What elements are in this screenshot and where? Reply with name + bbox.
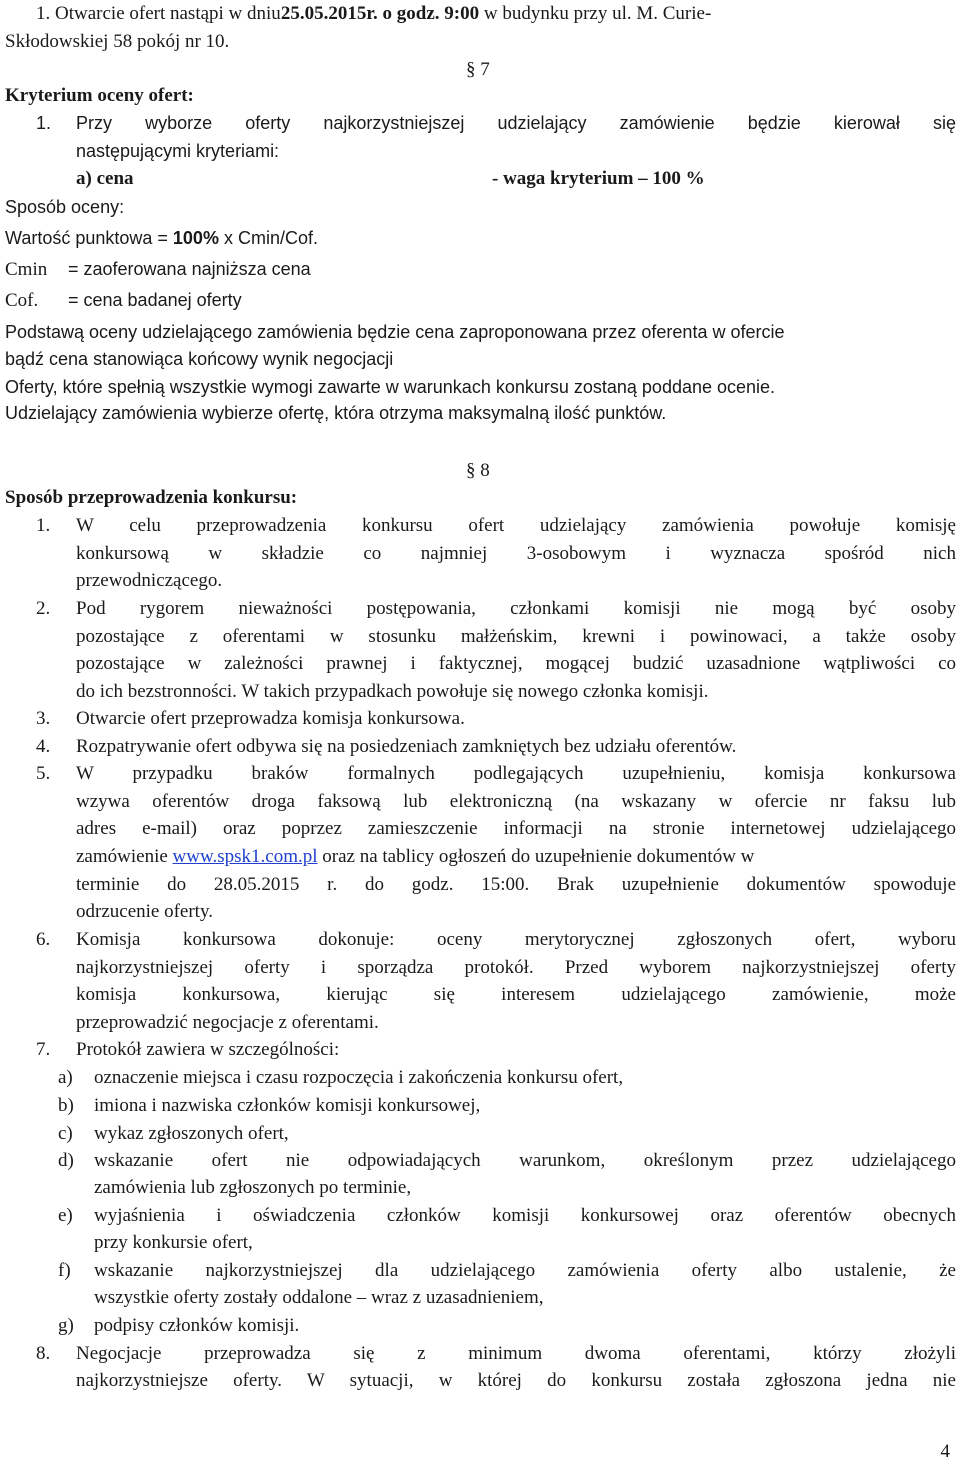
subitem-letter: a) [58,1067,73,1088]
item-6-line: najkorzystniejszej oferty i sporządza protokół. Przed wyborem najkorzystniejszej oferty [76,957,956,978]
item-2-line: pozostające w zależności prawnej i faktycznej, mogącej budzić uzasadnione wątpliwości co [76,653,956,674]
item-6-line: przeprowadzić negocjacje z oferentami. [76,1012,379,1033]
subitem-letter: f) [58,1260,71,1281]
item-7-line: Protokół zawiera w szczególności: [76,1039,340,1060]
item-6-line: Komisja konkursowa dokonuje: oceny merytorycznej zgłoszonych ofert, wyboru [76,929,956,950]
item-1-line: przewodniczącego. [76,570,223,591]
section-8-sign: § 8 [466,460,490,481]
section-7-sign: § 7 [466,59,490,80]
subitem-line: wyjaśnienia i oświadczenia członków komisji konkursowej oraz oferentów obecnych [94,1205,956,1226]
opening-info-suffix: w budynku przy ul. M. Curie- [479,3,712,24]
item-6-number: 6. [36,929,51,950]
cmin-definition: = zaoferowana najniższa cena [68,259,311,279]
opening-info-prefix: 1. Otwarcie ofert nastąpi w dniu [36,3,281,24]
item-8-line: najkorzystniejsze oferty. W sytuacji, w której do konkursu została zgłoszona jedna nie [76,1370,956,1391]
evaluation-basis-line1: Podstawą oceny udzielającego zamówienia będzie cena zaproponowana przez oferenta w ofercie [5,322,785,342]
item-5-link-prefix: zamówienie [76,846,173,867]
subitem-line: wszystkie oferty zostały oddalone – wraz z uzasadnieniem, [94,1287,544,1308]
subitem-line: oznaczenie miejsca i czasu rozpoczęcia i zakończenia konkursu ofert, [94,1067,624,1088]
opening-info-line [36,0,711,28]
item-5-line: odrzucenie oferty. [76,901,213,922]
section-7-heading: Kryterium oceny ofert: [5,85,194,106]
offers-requirements-line1: Oferty, które spełnią wszystkie wymogi zawarte w warunkach konkursu zostaną poddane ocenie. [5,377,776,397]
opening-date: 25.05.2015r. o godz. 9:00 [280,3,480,24]
page-number: 4 [940,1441,950,1462]
item-4-line: Rozpatrywanie ofert odbywa się na posiedzeniach zamkniętych bez udziału oferentów. [76,736,737,757]
subitem-letter: b) [58,1095,74,1116]
subitem-line: przy konkursie ofert, [94,1232,253,1253]
criteria-item-line2: następującymi kryteriami: [76,141,280,161]
item-6-line: komisja konkursowa, kierując się interesem udzielającego zamówienie, może [76,984,956,1005]
score-formula-prefix: Wartość punktowa = [5,228,173,248]
item-5-number: 5. [36,763,51,784]
item-1-line: konkursową w składzie co najmniej 3-osobowym i wyznacza spośród nich [76,543,956,564]
evaluation-method-label: Sposób oceny: [5,197,125,217]
website-link[interactable]: www.spsk1.com.pl [172,846,318,867]
item-2-number: 2. [36,598,51,619]
subitem-letter: g) [58,1315,74,1336]
item-5-link-line [76,843,754,871]
subitem-line: wskazanie ofert nie odpowiadających warunkom, określonym przez udzielającego [94,1150,956,1171]
criteria-item-number: 1. [36,113,52,133]
cmin-label: Cmin [5,259,48,280]
subitem-line: wykaz zgłoszonych ofert, [94,1123,289,1144]
subitem-line: podpisy członków komisji. [94,1315,300,1336]
item-5-line: W przypadku braków formalnych podlegających uzupełnieniu, komisja konkursowa [76,763,956,784]
item-8-number: 8. [36,1343,51,1364]
score-formula-percent: 100% [172,228,219,248]
item-2-line: do ich bezstronności. W takich przypadkach powołuje się nowego członka komisji. [76,681,709,702]
subitem-letter: c) [58,1123,73,1144]
item-3-line: Otwarcie ofert przeprowadza komisja konkursowa. [76,708,465,729]
item-5-line: wzywa oferentów droga faksową lub elektroniczną (na wskazany w ofercie nr faksu lub [76,791,956,812]
subitem-line: wskazanie najkorzystniejszej dla udzielającego zamówienia oferty albo ustalenie, że [94,1260,956,1281]
item-2-line: pozostające z oferentami w stosunku małżeńskim, krewni i powinowaci, a także osoby [76,626,956,647]
item-4-number: 4. [36,736,51,757]
opening-location-line: Skłodowskiej 58 pokój nr 10. [5,31,230,52]
criterion-weight: - waga kryterium – 100 % [492,168,705,189]
subitem-line: zamówienia lub zgłoszonych po terminie, [94,1177,412,1198]
score-formula [5,225,318,253]
evaluation-basis-line2: bądź cena stanowiąca końcowy wynik negocjacji [5,349,394,369]
subitem-line: imiona i nazwiska członków komisji konkursowej, [94,1095,481,1116]
item-5-link-suffix: oraz na tablicy ogłoszeń do uzupełnienie dokumentów w [317,846,755,867]
item-1-number: 1. [36,515,51,536]
subitem-letter: d) [58,1150,74,1171]
item-7-number: 7. [36,1039,51,1060]
item-5-line: terminie do 28.05.2015 r. do godz. 15:00. Brak uzupełnienie dokumentów spowoduje [76,874,956,895]
item-8-line: Negocjacje przeprowadza się z minimum dwoma oferentami, którzy złożyli [76,1343,956,1364]
criteria-item-line1: Przy wyborze oferty najkorzystniejszej udzielający zamówienie będzie kierował się [76,113,956,133]
section-8-heading: Sposób przeprowadzenia konkursu: [5,487,298,508]
criterion-price: a) cena [76,168,134,189]
item-5-line: adres e-mail) oraz poprzez zamieszczenie informacji na stronie internetowej udzielającego [76,818,956,839]
offers-requirements-line2: Udzielający zamówienia wybierze ofertę, która otrzyma maksymalną ilość punktów. [5,403,667,423]
item-2-line: Pod rygorem nieważności postępowania, członkami komisji nie mogą być osoby [76,598,956,619]
item-3-number: 3. [36,708,51,729]
subitem-letter: e) [58,1205,73,1226]
cof-definition: = cena badanej oferty [68,290,242,310]
item-1-line: W celu przeprowadzenia konkursu ofert udzielający zamówienia powołuje komisję [76,515,956,536]
score-formula-suffix: x Cmin/Cof. [218,228,318,248]
cof-label: Cof. [5,290,39,311]
